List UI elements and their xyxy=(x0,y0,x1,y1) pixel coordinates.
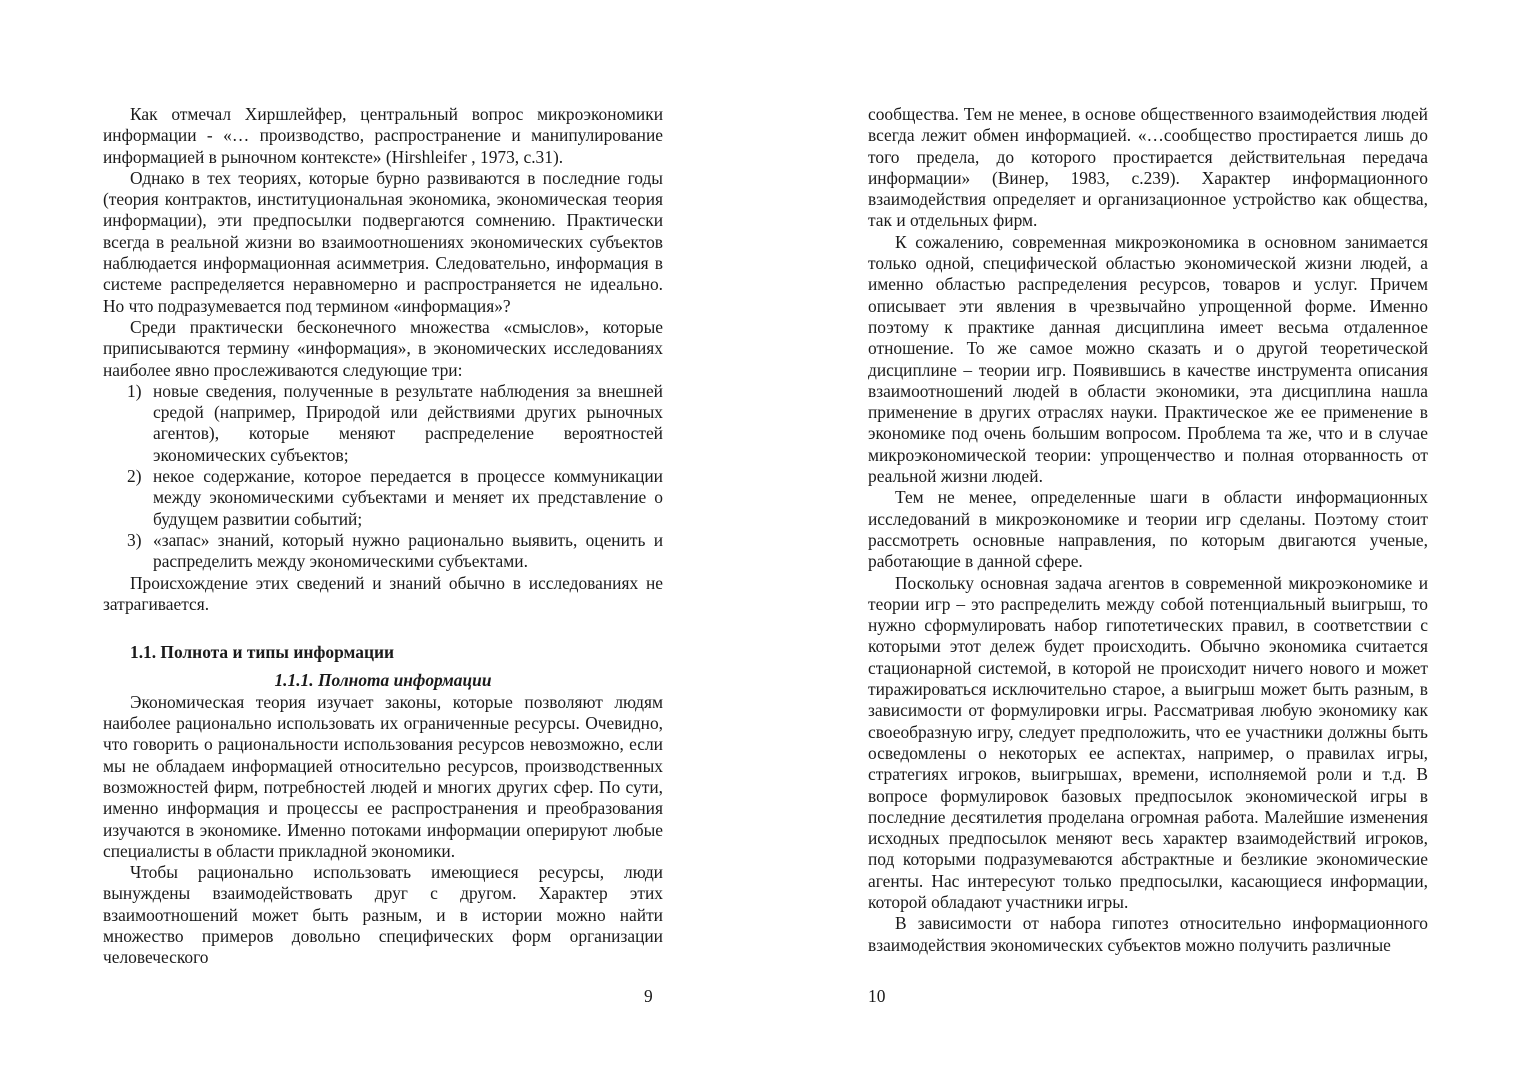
list-item-text: новые сведения, полученные в результате наблюдения за внешней средой (например, Природой или действиями других рыночных агентов), которые меняют распределение вероятностей экономических субъектов; xyxy=(153,380,663,465)
paragraph-continuation: сообщества. Тем не менее, в основе общественного взаимодействия людей всегда лежит обмен информацией. «…сообщество простирается лишь до того предела, до которого простирается действительная передача информации» (Винер, 1983, с.239). Характер информационного взаимодействия определяет и организационное устройство как общества, так и отдельных фирм. xyxy=(868,104,1428,231)
list-item-number: 1) xyxy=(127,380,142,401)
paragraph: Среди практически бесконечного множества «смыслов», которые приписываются термину «информация», в экономических исследованиях наиболее явно прослеживаются следующие три: xyxy=(103,316,663,380)
list-item xyxy=(103,530,663,573)
paragraph: Однако в тех теориях, которые бурно развиваются в последние годы (теория контрактов, институциональная экономика, экономическая теория информации), эти предпосылки подвергаются сомнению. Практически всегда в реальной жизни во взаимоотношениях экономических субъектов наблюдается информационная асимметрия. Следовательно, информация в системе распределяется неравномерно и распространяется не идеально. Но что подразумевается под термином «информация»? xyxy=(103,167,663,316)
paragraph: Экономическая теория изучает законы, которые позволяют людям наиболее рационально использовать их ограниченные ресурсы. Очевидно, что говорить о рациональности использования ресурсов невозможно, если мы не обладаем информацией относительно ресурсов, производственных возможностей фирм, потребностей людей и многих других сфер. По сути, именно информация и процессы ее распространения и преобразования изучаются в экономике. Именно потоками информации оперируют любые специалисты в области прикладной экономики. xyxy=(103,691,663,861)
left-page xyxy=(103,104,663,969)
list-item-text: некое содержание, которое передается в процессе коммуникации между экономическими субъектами и меняет их представление о будущем развитии событий; xyxy=(153,466,663,529)
right-page xyxy=(868,104,1428,956)
paragraph: Как отмечал Хиршлейфер, центральный вопрос микроэкономики информации - «… производство, распространение и манипулирование информацией в рыночном контексте» (Hirshleifer , 1973, с.31). xyxy=(103,104,663,167)
paragraph: Происхождение этих сведений и знаний обычно в исследованиях не затрагивается. xyxy=(103,572,663,614)
subsection-heading: 1.1.1. Полнота информации xyxy=(274,670,492,691)
list-item-text: «запас» знаний, который нужно рационально выявить, оценить и распределить между экономическими субъектами. xyxy=(153,529,663,572)
numbered-list xyxy=(103,381,663,573)
page-number: 10 xyxy=(868,986,886,1006)
paragraph: К сожалению, современная микроэкономика в основном занимается только одной, специфической областью экономической жизни людей, а именно областью распределения ресурсов, товаров и услуг. Причем описывает эти явления в чрезвычайно упрощенной форме. Именно поэтому к практике данная дисциплина имеет весьма отдаленное отношение. То же самое можно сказать и о другой теоретической дисциплине – теории игр. Появившись в качестве инструмента описания взаимоотношений людей в области экономики, эта дисциплина нашла применение в других отраслях науки. Практическое же ее применение в экономике под очень большим вопросом. Проблема та же, что и в случае микроэкономической теории: упрощенчество и полная оторванность от реальной жизни людей. xyxy=(868,231,1428,487)
paragraph: Тем не менее, определенные шаги в области информационных исследований в микроэкономике и теории игр сделаны. Поэтому стоит рассмотреть основные направления, по которым двигаются ученые, работающие в данной сфере. xyxy=(868,487,1428,572)
paragraph: Поскольку основная задача агентов в современной микроэкономике и теории игр – это распределить между собой потенциальный выигрыш, то нужно сформулировать набор гипотетических правил, в соответствии с которыми этот дележ будет происходить. Обычно экономика считается стационарной системой, в которой не происходит ничего нового и может тиражироваться исключительно старое, а выигрыш может быть разным, в зависимости от формулировки игры. Рассматривая любую экономику как своеобразную игру, следует предположить, что ее участники должны быть осведомлены о некоторых ее аспектах, например, о правилах игры, стратегиях игроков, выигрышах, времени, исполняемой роли и т.д. В вопросе формулировок базовых предпосылок экономической игры в последние десятилетия проделана огромная работа. Малейшие изменения исходных предпосылок меняют весь характер взаимодействий игроков, под которыми подразумеваются абстрактные и безликие экономические агенты. Нас интересуют только предпосылки, касающиеся информации, которой обладают участники игры. xyxy=(868,572,1428,912)
page-number: 9 xyxy=(644,986,653,1006)
list-item-number: 3) xyxy=(127,529,142,550)
paragraph: В зависимости от набора гипотез относительно информационного взаимодействия экономических субъектов можно получить различные xyxy=(868,913,1428,955)
list-item xyxy=(103,466,663,530)
section-heading: 1.1. Полнота и типы информации xyxy=(130,642,395,663)
list-item-number: 2) xyxy=(127,466,142,487)
list-item xyxy=(103,381,663,466)
paragraph: Чтобы рационально использовать имеющиеся ресурсы, люди вынуждены взаимодействовать друг с другом. Характер этих взаимоотношений может быть разным, и в истории можно найти множество примеров довольно специфических форм организации человеческого xyxy=(103,862,663,968)
